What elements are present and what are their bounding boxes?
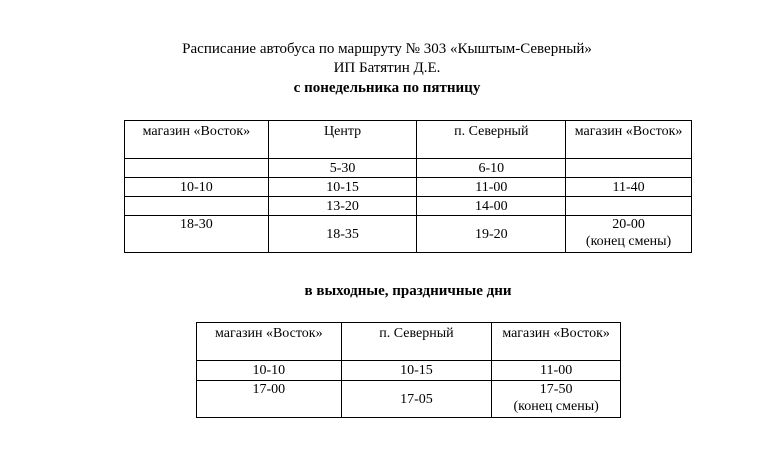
- weekend-caption: в выходные, праздничные дни: [304, 283, 512, 299]
- column-header: п. Северный: [341, 323, 492, 361]
- table-cell: [566, 197, 692, 216]
- table-header-row: [125, 121, 692, 159]
- table-cell: 11-00: [417, 178, 566, 197]
- table-row: [197, 381, 621, 418]
- table-cell: [566, 216, 692, 253]
- weekday-caption: с понедельника по пятницу: [293, 80, 481, 96]
- table-cell: [125, 159, 269, 178]
- column-header: магазин «Восток»: [492, 323, 621, 361]
- table-row: [125, 197, 692, 216]
- weekday-schedule-table: [124, 120, 692, 253]
- table-cell: 10-15: [341, 361, 492, 381]
- table-cell: 5-30: [268, 159, 417, 178]
- table-header-row: [197, 323, 621, 361]
- column-header: магазин «Восток»: [197, 323, 342, 361]
- column-header: Центр: [268, 121, 417, 159]
- table-cell: 13-20: [268, 197, 417, 216]
- table-cell: 18-35: [268, 216, 417, 253]
- table-row: [125, 159, 692, 178]
- end-of-shift-note: (конец смены): [585, 234, 672, 249]
- table-cell: 10-10: [197, 361, 342, 381]
- table-cell: 17-00: [197, 381, 342, 418]
- weekend-schedule-table: [196, 322, 621, 418]
- end-time: 17-50: [539, 382, 573, 397]
- table-cell: 18-30: [125, 216, 269, 253]
- operator-name: ИП Батятин Д.Е.: [333, 60, 441, 76]
- column-header: магазин «Восток»: [566, 121, 692, 159]
- table-row: [125, 216, 692, 253]
- table-cell: 11-40: [566, 178, 692, 197]
- schedule-title: Расписание автобуса по маршруту № 303 «Кыштым-Северный»: [182, 41, 592, 57]
- end-time: 20-00: [612, 217, 645, 232]
- table-cell: [492, 381, 621, 418]
- end-of-shift-note: (конец смены): [513, 399, 599, 414]
- table-cell: 14-00: [417, 197, 566, 216]
- table-cell: 10-10: [125, 178, 269, 197]
- table-cell: [125, 197, 269, 216]
- table-row: [197, 361, 621, 381]
- column-header: магазин «Восток»: [125, 121, 269, 159]
- table-row: [125, 178, 692, 197]
- table-cell: [566, 159, 692, 178]
- table-cell: 6-10: [417, 159, 566, 178]
- column-header: п. Северный: [417, 121, 566, 159]
- table-cell: 19-20: [417, 216, 566, 253]
- table-cell: 11-00: [492, 361, 621, 381]
- table-cell: 17-05: [341, 381, 492, 418]
- table-cell: 10-15: [268, 178, 417, 197]
